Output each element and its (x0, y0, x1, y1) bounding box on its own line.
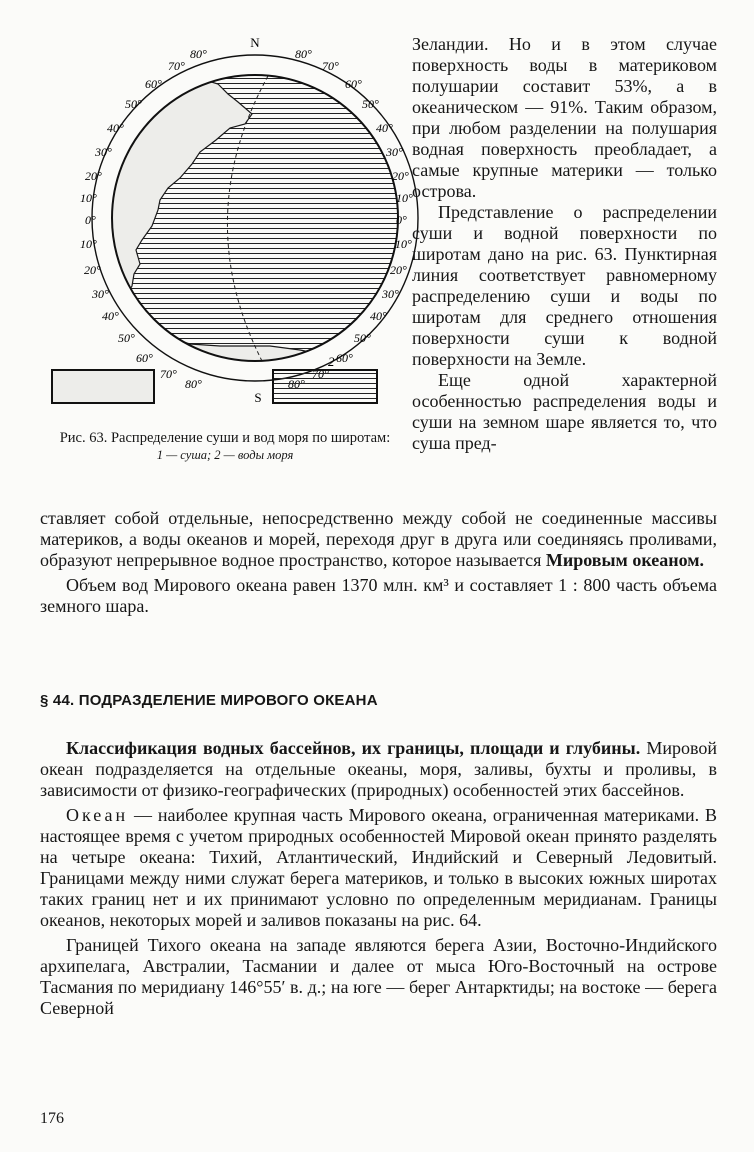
lat-label: 10° (395, 237, 412, 251)
paragraph-zealand: Зеландии. Но и в этом случае поверхность воды в материковом полушарии составит 53%, а в океаническом — 91%. Таким образом, при любом разделении на полушария водная поверхность преобладает, а самые крупные материки — только острова. (412, 34, 717, 201)
lat-label: 20° (390, 263, 407, 277)
lat-label: 10° (80, 237, 97, 251)
world-ocean-term: Мировым океаном. (545, 550, 705, 570)
legend-water-box (273, 370, 377, 403)
paragraph-classification: Мировой океан подразделяется на отдельные океаны, моря, заливы, бухты и проливы, в зависимости от физико-географических (природных) особенностей этих бассейнов. (40, 738, 717, 800)
south-label: S (254, 390, 262, 405)
figure-caption (40, 430, 410, 464)
page-number: 176 (40, 1110, 64, 1127)
lat-label: 10° (396, 191, 413, 205)
lat-label: 70° (322, 59, 339, 73)
lat-label: 50° (354, 331, 371, 345)
lat-label: 60° (136, 351, 153, 365)
legend (40, 354, 410, 408)
right-column-text (412, 34, 717, 454)
legend-land-box (52, 370, 154, 403)
lat-label: 50° (118, 331, 135, 345)
lat-label: 30° (386, 145, 403, 159)
caption-main: Рис. 63. Распределение суши и вод моря по широтам: (59, 430, 391, 446)
legend-number-2: 2 (328, 354, 335, 369)
lat-label: 60° (345, 77, 362, 91)
caption-legend: 1 — суша; 2 — воды моря (156, 448, 294, 462)
lat-label: 0° (396, 213, 407, 227)
lat-label: 40° (102, 309, 119, 323)
paragraph-latitude-distribution: Представление о распределении суши и водной поверхности по широтам дано на рис. 63. Пунктирная линия соответствует равномерному распределению суши и воды по широтам для среднего отношения поверхности суши к водной поверхности на Земле. (412, 202, 717, 369)
lat-label: 40° (376, 121, 393, 135)
lat-label: 50° (362, 97, 379, 111)
lat-label: 80° (190, 47, 207, 61)
continuation-text (40, 508, 717, 621)
north-label: N (250, 35, 260, 50)
lat-label: 70° (168, 59, 185, 73)
lat-label: 40° (370, 309, 387, 323)
lat-label: 20° (84, 263, 101, 277)
lat-label: 80° (185, 377, 202, 391)
lat-label: 40° (107, 121, 124, 135)
paragraph-ocean-definition: — наиболее крупная часть Мирового океана, ограниченная материками. В настоящее время с учетом природных особенностей Мировой океан принято разделять на четыре океана: Тихий, Атлантический, Индийский и Северный Ледовитый. Границами между ними служат берега материков, и только в высоких южных широтах таких границ нет и их принимают условно по определенным меридианам. Границы океанов, некоторых морей и заливов показаны на рис. 64. (40, 805, 717, 930)
lat-label: 70° (160, 367, 177, 381)
lat-label: 30° (382, 287, 399, 301)
lat-label: 60° (145, 77, 162, 91)
figure-63 (40, 28, 413, 483)
paragraph-pacific-boundary: Границей Тихого океана на западе являются берега Азии, Восточно-Индийского архипелага, Австралии, Тасмании и далее от мыса Юго-Восточный на острове Тасмания по меридиану 146°55′ в. д.; на юге — берег Антарктиды; на востоке — берега Северной (40, 935, 717, 1018)
section-heading: § 44. ПОДРАЗДЕЛЕНИЕ МИРОВОГО ОКЕАНА (40, 692, 378, 709)
lat-label: 60° (336, 351, 353, 365)
lat-label: 30° (92, 287, 109, 301)
ocean-term: Океан (66, 805, 129, 825)
lat-label: 0° (85, 213, 96, 227)
paragraph-feature-start: Еще одной характерной особенностью распределения воды и суши на земном шаре является то, что суша пред- (412, 370, 717, 453)
lat-label: 20° (85, 169, 102, 183)
paragraph-feature-end: ставляет собой отдельные, непосредственно между собой не соединенные массивы материков, а воды океанов и морей, переходя друг в друга или соединяясь проливами, образуют непрерывное водное пространство, которое называется (40, 508, 717, 570)
lat-label: 30° (95, 145, 112, 159)
section-body (40, 738, 717, 1023)
lat-label: 80° (295, 47, 312, 61)
lat-label: 20° (392, 169, 409, 183)
classification-heading: Классификация водных бассейнов, их границы, площади и глубины. (66, 738, 641, 758)
paragraph-ocean-volume: Объем вод Мирового океана равен 1370 млн. км³ и составляет 1 : 800 часть объема земного шара. (40, 575, 717, 616)
lat-label: 10° (80, 191, 97, 205)
lat-label: 50° (125, 97, 142, 111)
